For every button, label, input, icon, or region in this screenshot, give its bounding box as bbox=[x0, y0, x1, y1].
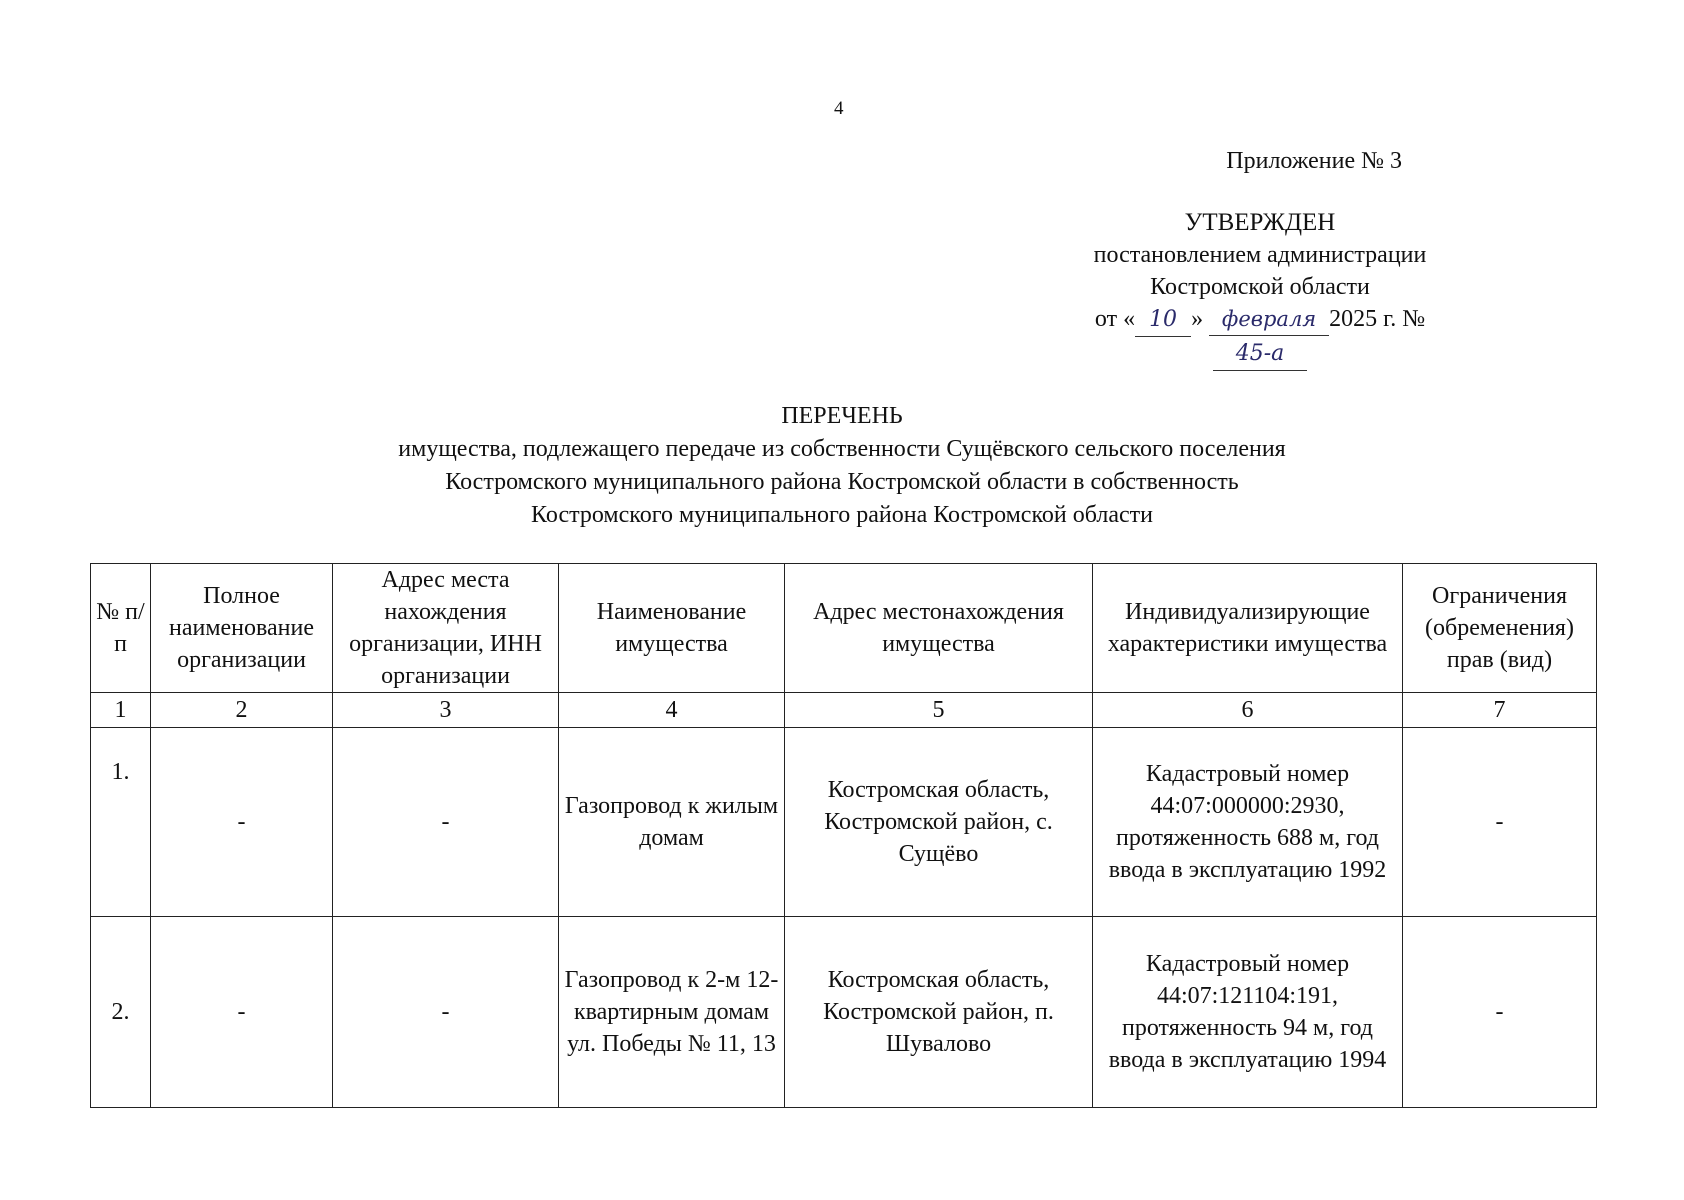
title-line-1: имущества, подлежащего передаче из собственности Сущёвского сельского поселения bbox=[398, 436, 1286, 462]
row-index: 1. bbox=[91, 728, 151, 917]
handwritten-day: 10 bbox=[1135, 304, 1191, 337]
header-index: № п/п bbox=[91, 564, 151, 693]
date-prefix: от « bbox=[1094, 306, 1136, 332]
handwritten-doc-number: 45-а bbox=[1213, 338, 1307, 371]
approval-block bbox=[1050, 145, 1470, 371]
column-number: 3 bbox=[333, 693, 559, 728]
header-restrictions: Ограничения (обременения) прав (вид) bbox=[1403, 564, 1597, 693]
row-property-address: Костромская область, Костромской район, п. Шувалово bbox=[785, 917, 1093, 1108]
row-property-address: Костромская область, Костромской район, с. Сущёво bbox=[785, 728, 1093, 917]
column-number: 5 bbox=[785, 693, 1093, 728]
row-org-address: - bbox=[333, 917, 559, 1108]
row-characteristics: Кадастровый номер 44:07:000000:2930, протяженность 688 м, год ввода в эксплуатацию 1992 bbox=[1093, 728, 1403, 917]
row-restrictions: - bbox=[1403, 917, 1597, 1108]
header-characteristics: Индивидуализирующие характеристики имущества bbox=[1093, 564, 1403, 693]
title-heading: ПЕРЕЧЕНЬ bbox=[781, 403, 903, 429]
row-organization: - bbox=[151, 728, 333, 917]
column-number: 7 bbox=[1403, 693, 1597, 728]
row-property-name: Газопровод к 2-м 12-квартирным домам ул. Победы № 11, 13 bbox=[559, 917, 785, 1108]
column-number: 6 bbox=[1093, 693, 1403, 728]
title-line-3: Костромского муниципального района Костромской области bbox=[531, 502, 1153, 528]
table-header-row bbox=[91, 564, 1597, 693]
property-table bbox=[90, 563, 1597, 1108]
date-year: 2025 г. № bbox=[1329, 306, 1426, 332]
header-organization: Полное наименование организации bbox=[151, 564, 333, 693]
row-organization: - bbox=[151, 917, 333, 1108]
table-row bbox=[91, 917, 1597, 1108]
approval-line-2: Костромской области bbox=[1150, 274, 1370, 300]
row-org-address: - bbox=[333, 728, 559, 917]
row-characteristics: Кадастровый номер 44:07:121104:191, протяженность 94 м, год ввода в эксплуатацию 1994 bbox=[1093, 917, 1403, 1108]
approved-label: УТВЕРЖДЕН bbox=[1184, 209, 1336, 236]
table-row bbox=[91, 728, 1597, 917]
row-property-name: Газопровод к жилым домам bbox=[559, 728, 785, 917]
column-numbers-row bbox=[91, 693, 1597, 728]
document-title bbox=[250, 400, 1434, 532]
appendix-label: Приложение № 3 bbox=[1226, 148, 1402, 174]
handwritten-month: февраля bbox=[1209, 303, 1329, 336]
header-property-address: Адрес местонахождения имущества bbox=[785, 564, 1093, 693]
approval-line-1: постановлением администрации bbox=[1093, 242, 1427, 268]
title-line-2: Костромского муниципального района Костромской области в собственность bbox=[445, 469, 1239, 495]
approval-date-line bbox=[1050, 303, 1470, 371]
column-number: 4 bbox=[559, 693, 785, 728]
column-number: 2 bbox=[151, 693, 333, 728]
header-property-name: Наименование имущества bbox=[559, 564, 785, 693]
date-mid: » bbox=[1191, 306, 1204, 332]
header-org-address: Адрес места нахождения организации, ИНН организации bbox=[333, 564, 559, 693]
column-number: 1 bbox=[91, 693, 151, 728]
row-restrictions: - bbox=[1403, 728, 1597, 917]
row-index: 2. bbox=[91, 917, 151, 1108]
page-number: 4 bbox=[834, 98, 844, 119]
